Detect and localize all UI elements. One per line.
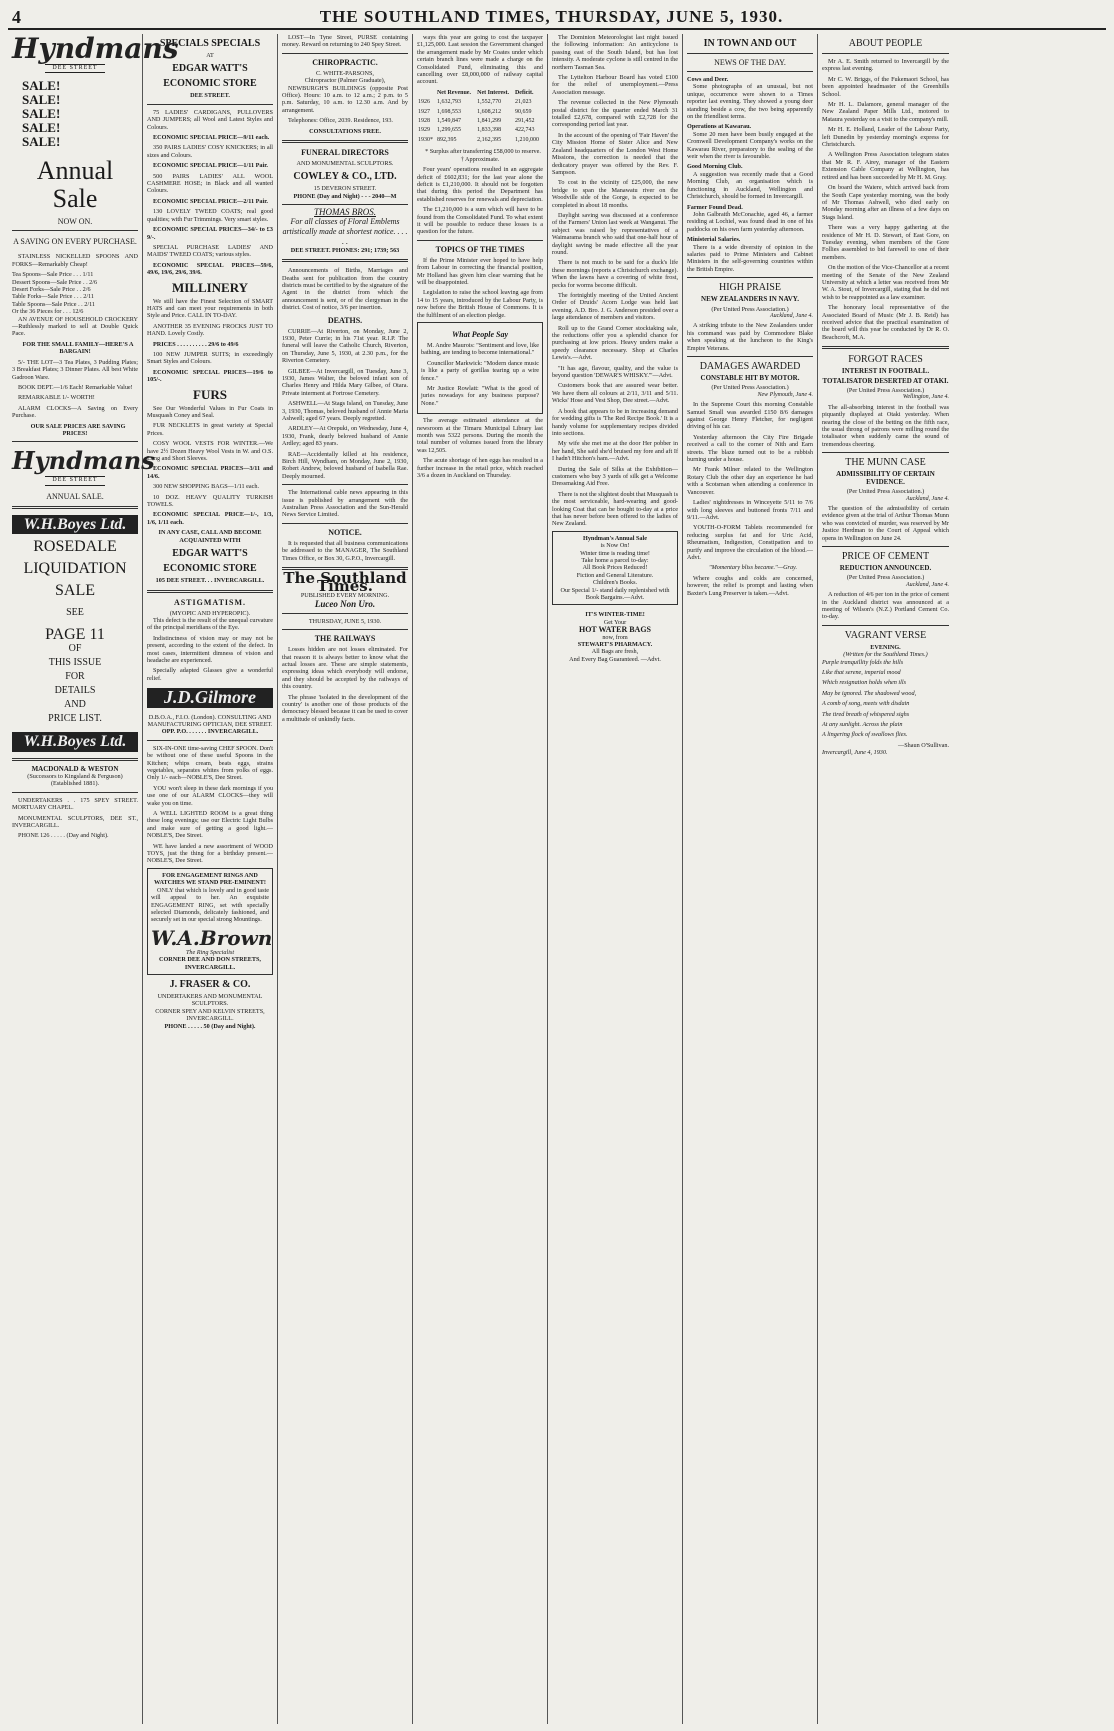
intl-notice: The International cable news appearing in this issue is published by arrangement with the Australian Press Association and the Sun-Herald News Service Limited. (282, 489, 408, 519)
quote: "Momentary bliss became."—Gray. (708, 564, 798, 572)
railways-continued: ways this year are going to cost the taxpayer £1,125,000. Last session the Government changed the arrangement made by Mr Coates under which certain branch lines were made a charge on the Consolidated Fund, eliminating this and cancelling over £8,000,000 of railway capital account. (417, 34, 543, 86)
evening-text: ANOTHER 35 EVENING FROCKS JUST TO HAND. Lovely Costly. (147, 322, 273, 338)
verse-place: Invercargill, June 4, 1930. (822, 749, 888, 757)
spoons-heading: STAINLESS NICKELLED SPOONS AND FORKS—Remarkably Cheap! (12, 253, 138, 268)
verse-title: EVENING. (870, 643, 901, 651)
every-line: And Every Bag Guaranteed. —Advt. (569, 655, 661, 663)
price-line: Desert Forks—Sale Price . . 2/6 (12, 286, 91, 294)
now-line: now, from (602, 633, 628, 641)
hyndman-book-box (552, 531, 678, 606)
quote: Councillor Markwick: "Modern dance music is like a party of gorillas tearing up a wire fence." (421, 359, 539, 382)
death-notice: GILBEE—At Invercargill, on Tuesday, June 3, 1930, James Walter, the beloved infant son of Charles Henry and Hilda Mary Gilbee, of Otara. Private interment at Fortrose Cemetery. (282, 367, 408, 397)
table-row (417, 136, 543, 145)
this-issue-word: THIS ISSUE (48, 657, 102, 669)
necklets-text: FUR NECKLETS in great variety at Special Prices. (147, 422, 273, 437)
price-text: ECONOMIC SPECIAL PRICE—1/11 Pair. (153, 162, 268, 170)
edgar-heading-2: EDGAR WATT'S (172, 548, 248, 560)
sale-word: SALE! (22, 92, 61, 108)
astigmatism-heading: ASTIGMATISM. (173, 597, 247, 607)
opp-po: OPP. P.O. . . . . . . INVERCARGILL. (161, 728, 259, 736)
poem (822, 659, 949, 739)
item-text: 500 PAIRS LADIES' ALL WOOL CASHMERE HOSE; in Black and all wanted Colours. (147, 172, 273, 195)
spoon-ad: SIX-IN-ONE time-saving CHEF SPOON. Don't be without one of these useful Spoons in the Kitchen; whips cream, beats eggs, strains vegetables, separates whites from yolks of eggs. Only 1/- each—NOBLE'S, Dee Street. (147, 744, 273, 782)
news-item: A striking tribute to the New Zealanders under his command was paid by Commodore Blake when speaking at the luncheon to the King's Empire Veterans. (687, 322, 813, 352)
news-item: There is a wide diversity of opinion in the salaries paid to Prime Ministers and Cabinet Ministers in the self-governing countries within the British Empire. (687, 243, 813, 273)
news-item: The all-absorbing interest in the football was piquantly displayed at Otaki yesterday. When nearing the close of the betting on the fifth race, the usual throng of patrons were milling round the totalisator when suddenly came the sound of tremendous cheering. (822, 403, 949, 448)
edgar-heading: EDGAR WATT'S (172, 63, 248, 75)
table-header: Net Revenue. (436, 89, 471, 96)
of-word: OF (68, 643, 82, 655)
gilmore-sub: D.B.O.A., F.I.O. (London). CONSULTING AND MANUFACTURING OPTICIAN, DEE STREET. (147, 713, 273, 728)
funeral-heading: FUNERAL DIRECTORS (301, 148, 389, 158)
damages-sub: CONSTABLE HIT BY MOTOR. (700, 374, 800, 382)
town-heading: IN TOWN AND OUT (703, 38, 797, 49)
toys-ad: WE have landed a new assortment of WOOD TOYS, just the thing for a birthday present.—NOBLE'S, Dee Street. (147, 842, 273, 865)
news-item: Customers book that are assured wear better. We have them all colours at 2/11, 3/11 and 5/11. Wicks' Hose and Vest Shop, Dee street.—Advt. (552, 382, 678, 405)
monumental-text: MONUMENTAL SCULPTORS, DEE ST., INVERCARGILL. (12, 814, 138, 829)
economic-heading: ECONOMIC STORE (163, 78, 257, 90)
quote: Mr Justice Rowlatt: "What is the good of juries nowadays for any business purpose? None." (421, 385, 539, 407)
brown-sub: The Ring Specialist (185, 948, 235, 956)
table-cell: 1,841,299 (477, 118, 502, 125)
price-text: ECONOMIC SPECIAL PRICE—9/11 each. (153, 134, 270, 142)
towels-price: ECONOMIC SPECIAL PRICE—1/-, 1/3, 1/6, 1/11 each. (147, 511, 273, 526)
praise-sub: NEW ZEALANDERS IN NAVY. (701, 295, 799, 304)
lot-text: 5/- THE LOT—3 Tea Plates, 3 Pudding Plates; 3 Breakfast Plates; 3 Dinner Plates. All best White Gadroon Ware. (12, 358, 138, 381)
jumper-text: 100 NEW JUMPER SUITS; in exceedingly Smart Styles and Colours. (147, 350, 273, 366)
get-line: Get Your (603, 618, 627, 626)
dee-street-2: 105 DEE STREET. . . INVERCARGILL. (155, 577, 265, 585)
table-cell: 1928 (418, 118, 430, 125)
table-row (417, 108, 543, 117)
news-item: To cost in the vicinity of £25,000, the new bridge to span the Manawatu river on the Woodville side of the Gorge, is expected to be completed in about 18 months. (552, 179, 678, 209)
munn-sub: ADMISSIBILITY OF CERTAIN EVIDENCE. (836, 470, 935, 486)
motto: Luceo Non Uro. (314, 599, 376, 610)
news-item: The Lyttelton Harbour Board has voted £100 for the relief of unemployment.—Press Association message. (552, 74, 678, 96)
news-item: On the motion of the Vice-Chancellor at a recent meeting of the Senate of the New Zealand University at which a letter was received from Mr W. A. Stout, of Invercargill, stating that he did not wish to be reappointed as a law examiner. (822, 264, 949, 301)
cowley-heading: COWLEY & CO., LTD. (293, 171, 397, 183)
chiro-phone: Telephones: Office, 2039. Residence, 193. (288, 117, 393, 125)
saving-text: A SAVING ON EVERY PURCHASE. (13, 237, 137, 247)
table-header (417, 89, 436, 98)
news-item: There was a very happy gathering at the residence of Mr H. D. Stewart, of East Gore, on Tuesday evening, when members of the Gore Follies assembled to bid farewell to one of their members. (822, 224, 949, 261)
now-on: NOW ON. (57, 217, 93, 227)
rosedale-heading: ROSEDALE (33, 538, 117, 556)
hot-line: HOT WATER BAGS (578, 625, 652, 635)
news-item: Mr A. E. Smith returned to Invercargill by the express last evening. (822, 58, 949, 73)
news-item: Mr C. W. Briggs, of the Fukemaori School, has been appointed headmaster of the Greenhills School. (822, 75, 949, 98)
sale-word: SALE! (22, 106, 61, 122)
news-item: The Dominion Meteorologist last night issued the following information: An anticyclone is passing east of the South Island, but has lost intensity. A moderate cyclone is still centred in the northern Tasman Sea. (552, 34, 678, 71)
agency: (Per United Press Association.) (711, 384, 789, 392)
astigmatism-text: Indistinctness of vision may or may not be present, according to the extent of the defect. In most cases, intermittent dimness of vision and headache are experienced. (147, 634, 273, 664)
astigmatism-text: Specially adapted Glasses give a wonderful relief. (147, 667, 273, 682)
box-line: Hyndman's Annual Sale (583, 534, 647, 542)
railways-table (417, 89, 543, 145)
news-item: John Galbraith McConachie, aged 46, a farmer residing at Lochiel, was found dead in one of his paddocks on his own farm yesterday afternoon. (687, 210, 813, 233)
sale-word: SALE! (22, 78, 61, 94)
news-item: YOUTH-O-FORM Tablets recommended for reducing surplus fat and for Uric Acid, Rheumatism, Indigestion, Constipation and to purify and improve the circulation of the blood.—Advt. (687, 524, 813, 561)
macdonald-heading: MACDONALD & WESTON (31, 764, 119, 773)
news-item: The question of the admissibility of certain evidence given at the trial of Arthur Thomas Munn who was convicted of murder, was reserved by Mr Justice Herdman to the Court of Appeal which opens in Wellington on June 24. (822, 504, 949, 542)
verse-author: —Shaun O'Sullivan. (898, 741, 949, 749)
poem-line: The tired breath of whispered sighs (822, 710, 910, 718)
news-item: A suggestion was recently made that a Good Morning Club, an organisation which is functioning in Auckland, Wellington and Christchurch, should be formed in Invercargill. (687, 170, 813, 201)
news-item: Mr Frank Milner related to the Wellington Rotary Club the other day an experience he had with a Scotsman when attending a conference in Vancouver. (687, 466, 813, 496)
dateline: Auckland, June 4. (770, 312, 813, 319)
poem-line: Which resignation holds when ills (822, 679, 906, 687)
table-cell: 1,698,553 (436, 108, 461, 115)
stewarts-line: STEWART'S PHARMACY. (577, 641, 653, 649)
all-bags-line: All Bags are fresh, (591, 648, 639, 656)
races-heading: FORGOT RACES (848, 354, 923, 366)
gilmore-logo: J.D.Gilmore (147, 688, 273, 707)
table-cell: 1,833,398 (477, 127, 502, 134)
news-item: Mr H. E. Holland, Leader of the Labour Party, left Dunedin by yesterday morning's express for Christchurch. (822, 126, 949, 149)
see-word: SEE (66, 607, 84, 619)
logo-subtitle-2: DEE STREET (45, 476, 105, 485)
annual-sale-heading: Annual Sale (36, 156, 114, 214)
railways-heading: THE RAILWAYS (314, 634, 376, 644)
dateline: Wellington, June 4. (902, 394, 949, 401)
annual-sale-2: ANNUAL SALE. (46, 491, 104, 501)
chiro-heading: CHIROPRACTIC. (312, 57, 378, 67)
furs-heading: FURS (193, 386, 227, 402)
sale-heading: SALE (55, 582, 95, 600)
box-line: Children's Books. (592, 579, 638, 587)
vests-text: COSY WOOL VESTS FOR WINTER.—We have 2½ Dozen Heavy Wool Vests in W. and O.S. Long and Short Sleeves. (147, 440, 273, 463)
verse-note: (Written for the Southland Times.) (843, 651, 928, 659)
railways-text: Losses hidden are not losses eliminated. For that reason it is always better to know what the actual losses are. These are simple statements, expressing ideas which everybody will endorse, and they should be accepted by the railways of this country. (282, 646, 408, 691)
news-item: On board the Waiere, which arrived back from the South Cape yesterday morning, was the body of Mr Thomas Ashwell, who died early on Monday morning after an illness of a few days on Stags Island. (822, 184, 949, 221)
say-heading: What People Say (452, 330, 508, 339)
notice-text: It is requested that all business communications be addressed to the MANAGER, The Southland Times Office, or Box 30, G.P.O., Invercargill. (282, 539, 408, 562)
agency: (Per United Press Association.) (846, 488, 925, 496)
family-heading: FOR THE SMALL FAMILY—HERE'S A BARGAIN! (22, 340, 134, 356)
price-line: Table Forks—Sale Price . . . 2/11 (12, 293, 94, 301)
liquidation-heading: LIQUIDATION (23, 560, 127, 578)
table-cell: 1930* (418, 136, 433, 143)
funeral-sub: AND MONUMENTAL SCULPTORS. (296, 160, 394, 168)
news-item: A reduction of 4/6 per ton in the price of cement in the Auckland district was announced at a meeting of Wilson's (N.Z.) Portland Cement Co. to-day. (822, 591, 949, 621)
price-text: ECONOMIC SPECIAL PRICES—59/6, 49/6, 19/6, 29/6, 39/6. (147, 261, 273, 277)
sub-heading: Good Morning Club. (687, 163, 743, 171)
item-text: SPECIAL PURCHASE LADIES' AND MAIDS' TWEED COATS; various styles. (147, 243, 273, 259)
table-cell: 1,632,793 (436, 99, 461, 106)
newspaper-title-line: THE SOUTHLAND TIMES, THURSDAY, JUNE 5, 1930. (319, 7, 784, 26)
death-notice: ASHWELL—At Stags Island, on Tuesday, June 3, 1930, Thomas, beloved husband of Annie Maria Ashwell; aged 67 years. Deeply regretted. (282, 400, 408, 422)
column-6 (683, 34, 818, 1724)
topics-text: If the Prime Minister ever hoped to have help from Labour in correcting the financial position, Mr Holland has given him clear warning that he will be disappointed. (417, 256, 543, 286)
rosedale-ad (12, 540, 138, 726)
agency: (Per United Press Association.) (846, 574, 925, 582)
death-notice: CURRIE—At Riverton, on Monday, June 2, 1930, Peter Currie; in his 71st year. R.I.P. The funeral will leave the Catholic Church, Riverton, on Thursday, June 5, 1930, at 2.30 p.m., for the Riverton Cemetery. (282, 327, 408, 365)
table-cell: 892,395 (436, 136, 457, 143)
table-header-row (417, 89, 543, 98)
news-item: "It has age, flavour, quality, and the value is beyond question 'DEWAR'S WHISKY.'"—Advt. (552, 364, 678, 380)
brown-logo: W.A.Brown (151, 925, 273, 950)
column-5 (548, 34, 683, 1724)
notice-heading: NOTICE. (328, 527, 362, 537)
about-people-heading: ABOUT PEOPLE (848, 38, 923, 49)
races-sub-2: TOTALISATOR DESERTED AT OTAKI. (822, 376, 949, 385)
price-text: ECONOMIC SPECIAL PRICES—34/- to £3 9/-. (147, 226, 273, 241)
bags-text: 300 NEW SHOPPING BAGS—1/11 each. (153, 483, 260, 491)
for-word: FOR (65, 671, 85, 683)
phone-text: PHONE 126 . . . . . (Day and Night). (18, 832, 109, 840)
deaths-heading: DEATHS. (327, 315, 363, 325)
millinery-heading: MILLINERY (171, 279, 249, 295)
macdonald-sub: (Successors to Kingsland & Ferguson) (Established 1881). (27, 772, 123, 788)
fraser-sub: UNDERTAKERS AND MONUMENTAL SCULPTORS. (157, 992, 263, 1008)
sub-heading: Ministerial Salaries. (687, 236, 741, 244)
undertakers-text: UNDERTAKERS . . 175 SPEY STREET. MORTUARY CHAPEL. (12, 796, 138, 812)
news-item: A book that appears to be in increasing demand for wedding gifts is 'The Red Recipe Book.' It is a handy volume for supplementary recipes divided into sections. (552, 407, 678, 437)
page-number: 4 (12, 6, 21, 27)
table-row (417, 98, 543, 107)
light-ad: A WELL LIGHTED ROOM is a great thing these long evenings; use our Electric Light Bulbs and make sure of getting a good light.—NOBLE'S, Dee Street. (147, 810, 273, 840)
alarm-text: ALARM CLOCKS—A Saving on Every Purchase. (12, 404, 138, 420)
news-item: Daylight saving was discussed at a conference of the Farmers' Union last week at Wanganui. The subject was raised by representatives of a Waimarama branch who said that one-half hour of daylight saving be made effective all the year round. (552, 211, 678, 256)
news-item: Some 20 men have been busily engaged at the Cromwell Development Company's works on the Kawarau River, preparatory to the sealing of the weir when the river is favourable. (687, 130, 813, 161)
table-cell: 1,210,000 (514, 136, 539, 143)
table-cell: 1,608,212 (477, 108, 502, 115)
railways-text: The phrase 'isolated in the development of the country' is another one of those products of the democracy blessed because it can be used to cover a multitude of unkindly facts. (282, 693, 408, 723)
dateline: Auckland, June 4. (906, 581, 949, 588)
astigmatism-sub: (MYOPIC AND HYPEROPIC). (169, 609, 251, 617)
death-notice: RAE—Accidentally killed at his residence, Birch Hill, Wyndham, on Monday, June 2, 1930, Robert Andrew, beloved husband of Isabella Rae. Deeply mourned. (282, 450, 408, 480)
poem-line: A lingering flock of swallows flies. (822, 731, 908, 739)
prices-text: OUR SALE PRICES ARE SAVING PRICES! (30, 422, 126, 437)
item-text: 130 LOVELY TWEED COATS; real good qualities; with Fur Trimmings. Very smart styles. (147, 208, 273, 223)
news-item: Where coughs and colds are concerned, however, the relief is prompt and lasting when Baxter's Lung Preserver is taken.—Advt. (687, 574, 813, 597)
millinery-text: We still have the Finest Selection of SMART HATS and can meet your requirements in both Style and Price. CALL IN TO-DAY. (147, 297, 273, 320)
table-cell: 2,162,395 (477, 136, 502, 143)
news-item: Yesterday afternoon the City Fire Brigade received a call to the corner of Nith and Earn streets. The blaze turned out to be a rubbish burning under a house. (687, 433, 813, 464)
table-cell: 90,659 (514, 108, 532, 115)
thomas-address: DEE STREET. PHONES: 291; 1739; 563 (290, 246, 400, 254)
book-text: BOOK DEPT.—1/6 Each! Remarkable Value! (18, 383, 133, 391)
what-people-say-box (417, 322, 543, 414)
death-notice: ARDLEY—At Orepuki, on Wednesday, June 4, 1930, Frank, dearly beloved husband of Annie Ardley; aged 83 years. (282, 425, 408, 448)
clocks-ad: YOU won't sleep in these dark mornings if you use one of our ALARM CLOCKS—they will wake you on time. (147, 784, 273, 807)
chiro-sub: Chiropractor (Palmer Graduate), (304, 77, 386, 85)
masthead (8, 6, 1106, 30)
news-item: The honorary local representative of the Associated Board of Music (Mr J. B. Reid) has received advice that the practical examination of the board will this year be conducted by Dr R. O. Beachcroft, M.A. (822, 304, 949, 341)
columns (8, 34, 1106, 1724)
topics-heading: TOPICS OF THE TIMES (435, 244, 525, 254)
news-item: Roll up to the Grand Corner stocktaking sale, the reductions offer you a splendid chance for purchasing at low prices. Heavy unders make a speedy clearance necessary. Shop at Charles Lewis's.—Advt. (552, 324, 678, 362)
chiro-text: NEWBURGH'S BUILDINGS (opposite Post Office). Hours: 10 a.m. to 12 a.m.; 2 p.m. to 5 p.m. Saturday, 10 a.m. to 12.30 a.m. And by arrangement. (282, 84, 408, 114)
cement-sub: REDUCTION ANNOUNCED. (839, 563, 932, 572)
chiro-name: C. WHITE-PARSONS, (316, 69, 374, 77)
column-7 (818, 34, 953, 1724)
water-bags-ad (552, 611, 678, 663)
table-cell: 1,552,770 (477, 99, 502, 106)
specials-heading: SPECIALS SPECIALS (159, 38, 261, 49)
news-item: There is not the slightest doubt that Musquash is the most serviceable, hard-wearing and good-looking Coat that can be bought to-day at a price that has never before been offered to the ladies of New Zealand. (552, 490, 678, 528)
item-text: 75 LADIES' CARDIGANS, PULLOVERS AND JUMPERS; all Wool and Latest Styles and Colours. (147, 108, 273, 131)
boyes-logo: W.H.Boyes Ltd. (12, 515, 138, 534)
box-line: Take home a parcel to-day: (581, 557, 649, 564)
thomas-heading: THOMAS BROS. (314, 207, 376, 218)
column-1 (8, 32, 179, 1724)
dateline: Auckland, June 4. (906, 495, 949, 502)
news-item: The revenue collected in the New Plymouth postal district for the quarter ended March 31 totalled £2,678, compared with £2,728 for the corresponding period last year. (552, 99, 678, 129)
column-3 (278, 34, 413, 1724)
news-item: Some photographs of an unusual, but not unique, occurrence were shown to a Times reporter last evening. They showed a young deer standing beside a cow, the two being apparently on the friendliest terms. (687, 83, 813, 121)
news-item: The fortnightly meeting of the United Ancient Order of Druids' Acorn Lodge was held last evening. A.D. Bro. J. G. Anderson presided over a large attendance of members and visitors. (552, 292, 678, 322)
hyndmans-logo-2: Hyndmans (12, 446, 155, 476)
spoons-list (12, 271, 138, 315)
poem-line: Purple tranquillity folds the hills (822, 658, 904, 666)
sale-word: SALE! (22, 134, 61, 150)
vests-price: ECONOMIC SPECIAL PRICES—3/11 and 14/6. (147, 465, 273, 480)
table-header: Deficit. (514, 89, 534, 96)
column-4 (413, 34, 548, 1724)
table-row (417, 126, 543, 135)
table-header: Net Interest. (477, 89, 510, 96)
column-2 (143, 34, 278, 1724)
logo-subtitle: DEE STREET (45, 64, 105, 73)
dee-street: DEE STREET. (190, 92, 230, 100)
sub-heading: Cows and Deer. (687, 76, 729, 83)
poem-line: At any sunlight. Across the plain (822, 721, 903, 729)
and-word: AND (64, 699, 86, 711)
issue-date: THURSDAY, JUNE 5, 1930. (308, 617, 382, 625)
economic-heading-2: ECONOMIC STORE (163, 563, 257, 575)
cowley-address: 15 DEVERON STREET. (313, 185, 377, 193)
page-11-word: PAGE 11 (45, 626, 105, 644)
table-cell: 21,023 (514, 99, 532, 106)
towels-text: 10 DOZ. HEAVY QUALITY TURKISH TOWELS. (147, 493, 273, 509)
news-item: In the account of the opening of 'Fair Haven' the City Mission Home of Sister Alice and New Zealand headquarters of the London West Home Missions, the correction is needed that the dedicatory prayer was offered by the Rev. F. Sampson. (552, 131, 678, 176)
damages-heading: DAMAGES AWARDED (699, 361, 801, 372)
poem-line: Like that serene, imperial mood (822, 669, 901, 676)
jumper-price: ECONOMIC SPECIAL PRICES—19/6 to 105/-. (147, 368, 273, 384)
published-line: PUBLISHED EVERY MORNING. (300, 591, 390, 599)
table-note: * Surplus after transferring £58,000 to reserve. † Approximate. (425, 148, 541, 163)
quote: M. Andre Maurois: "Sentiment and love, like bathing, are tending to become international." (421, 342, 539, 357)
agency: (Per United Press Association.) (846, 387, 925, 395)
boyes-logo-2: W.H.Boyes Ltd. (12, 732, 138, 751)
races-sub: INTEREST IN FOOTBALL. (841, 367, 930, 376)
dateline: New Plymouth, June 4. (757, 391, 813, 398)
table-cell: 1,299,655 (436, 127, 461, 134)
table-row (417, 117, 543, 126)
furs-text: See Our Wonderful Values in Fur Coats in Musquash Coney and Seal. (147, 404, 273, 419)
fraser-phone: PHONE . . . . . 50 (Day and Night). (164, 1022, 256, 1030)
table-cell: 422,743 (514, 127, 535, 134)
nameplate: The Southland Times. (283, 569, 407, 595)
thomas-text: For all classes of Floral Emblems artistically made at shortest notice. . . . . . (282, 216, 408, 246)
box-line: Winter time is reading time! (580, 549, 650, 557)
fraser-heading: J. FRASER & CO. (169, 978, 251, 990)
brown-address: CORNER DEE AND DON STREETS, INVERCARGILL. (159, 956, 261, 971)
astigmatism-text: This defect is the result of the unequal curvature of the principal meridians of the Eye. (147, 616, 273, 632)
news-item: Mr H. L. Dalamore, general manager of the New Zealand Paper Mills Ltd., motored to Mataura yesterday on a visit to the company's mill. (822, 101, 949, 123)
praise-heading: HIGH PRAISE (719, 282, 781, 294)
winter-line: IT'S WINTER-TIME! (585, 611, 645, 619)
news-item: A Wellington Press Association telegram states that Mr R. F. Airey, manager of the Eastern Extension Cable Company at Wellington, has retired and has been succeeded by Mr H. M. Gray. (822, 151, 949, 181)
fraser-address: CORNER SPEY AND KELVIN STREETS, INVERCARGILL. (155, 1007, 265, 1023)
article-text: The acute shortage of hen eggs has resulted in a further increase in the retail price, which reached 3/6 a dozen in Auckland on Thursday. (417, 457, 543, 480)
cement-heading: PRICE OF CEMENT (841, 550, 930, 562)
news-item: In the Supreme Court this morning Constable Samuel Small was awarded £150 8/6 damages against George Henry Fletcher, for negligent driving of his car. (687, 401, 813, 431)
price-line: Table Spoons—Sale Price . . 2/11 (12, 300, 96, 308)
rings-heading: FOR ENGAGEMENT RINGS AND WATCHES WE STAND PRE-EMINENT! (154, 871, 266, 887)
rings-text: ONLY that which is lovely and in good taste will appeal to her. An exquisite ENGAGEMENT RING, set with specially selected Diamonds, delicately fashioned, and securely set in our special strong Mountings. (151, 886, 269, 924)
news-item: During the Sale of Silks at the Exhibition—customers who buy 3 yards of silk get a Welcome Dressmaking Aid Free. (552, 465, 678, 488)
table-cell: 1929 (418, 127, 430, 134)
article-text: The average estimated attendance at the newsroom at the Timaru Municipal Library last month was 5322 persons. During the month the total number of volumes issued from the library was 12,505. (417, 417, 543, 454)
news-item: Ladies' nightdresses in Winceyette 5/11 to 7/6 with long sleeves and buttoned fronts 7/11 and 9/11.—Advt. (687, 499, 813, 521)
price-text: ECONOMIC SPECIAL PRICE—2/11 Pair. (153, 197, 268, 205)
price-line: Tea Spoons—Sale Price . . . 1/11 (12, 271, 94, 279)
table-cell: 1926 (418, 99, 430, 106)
article-text: The £1,210,000 is a sum which will have to be found from the Consolidated Fund. To what extent it will be possible to reduce these losses is a question for the future. (417, 206, 543, 236)
box-line: Fiction and General Literature. (576, 571, 654, 579)
evening-price: PRICES . . . . . . . . . . 29/6 to 49/6 (153, 340, 239, 348)
details-word: DETAILS (54, 685, 96, 697)
crockery-text: AN AVENUE OF HOUSEHOLD CROCKERY—Ruthlessly marked to sell at Double Quick Pace. (12, 315, 138, 338)
poem-line: May be ignored. The shadowed wood, (822, 689, 917, 697)
sale-word: SALE! (22, 120, 61, 136)
box-line: is Now On! (600, 542, 630, 550)
table-cell: 291,452 (514, 118, 535, 125)
sub-heading: Farmer Found Dead. (687, 203, 743, 211)
any-case-text: IN ANY CASE, CALL AND BECOME ACQUAINTED WITH (158, 529, 262, 544)
announce-text: Announcements of Births, Marriages and Deaths sent for publication from the country districts must be certified to by the signature of the Agent in the district from which the announcement is sent, or of the clergyman in the district. Cost of notice, 3/6 per insertion. (282, 267, 408, 312)
table-cell: 1,549,847 (436, 118, 461, 125)
sub-heading: Operations at Kawarau. (687, 123, 752, 131)
rings-ad (147, 868, 273, 975)
price-list-word: PRICE LIST. (48, 713, 102, 725)
consult-free: CONSULTATIONS FREE. (309, 127, 381, 135)
at-word: AT (206, 52, 214, 59)
box-line: Our Special 1/- stand daily replenished with Book Bargains.—Advt. (560, 586, 670, 602)
cowley-phone: PHONE (Day and Night) - - - 2040—M (293, 192, 397, 200)
table-cell: 1927 (418, 108, 430, 115)
lost-notice: LOST—In Tyne Street, PURSE containing money. Reward on returning to 240 Spey Street. (282, 34, 408, 49)
poem-line: A comb of song, meets with disdain (822, 700, 910, 708)
topics-text: Legislation to raise the school leaving age from 14 to 15 years, introduced by the Labour Party, is now before the British House of Commons. It is the fulfilment of an election pledge. (417, 289, 543, 319)
town-sub: NEWS OF THE DAY. (714, 58, 786, 67)
sale-list (12, 79, 138, 149)
worth-text: REMARKABLE 1/- WORTH! (18, 394, 95, 402)
box-line: All Book Prices Reduced! (582, 564, 648, 572)
price-line: Or the 36 Pieces for . . . 12/6 (12, 308, 84, 316)
agency: (Per United Press Association.) (711, 305, 789, 313)
article-text: Four years' operations resulted in an aggregate deficit of £602,831; for the last year alone the deficit is £1,210,000. It should not be forgotten that during this period the Department has established reserves for renewals and depreciation. (417, 166, 543, 203)
hyndmans-logo: Hyndmans (12, 32, 179, 65)
item-text: 350 PAIRS LADIES' COSY KNICKERS; in all sizes and Colours. (147, 144, 273, 159)
verse-heading: VAGRANT VERSE (844, 629, 927, 641)
news-item: There is not much to be said for a duck's life these mornings (reports a Christchurch exchange). When the lawns have a covering of white frost, pecks for worms become difficult. (552, 259, 678, 289)
news-item: My wife she met me at the door Her pobber in her hand, She said she'd bruised my fore and aft If I hadn't Hitchon's ham.—Advt. (552, 440, 678, 463)
price-line: Dessert Spoons—Sale Price . . 2/6 (12, 278, 98, 286)
munn-heading: THE MUNN CASE (845, 457, 926, 469)
